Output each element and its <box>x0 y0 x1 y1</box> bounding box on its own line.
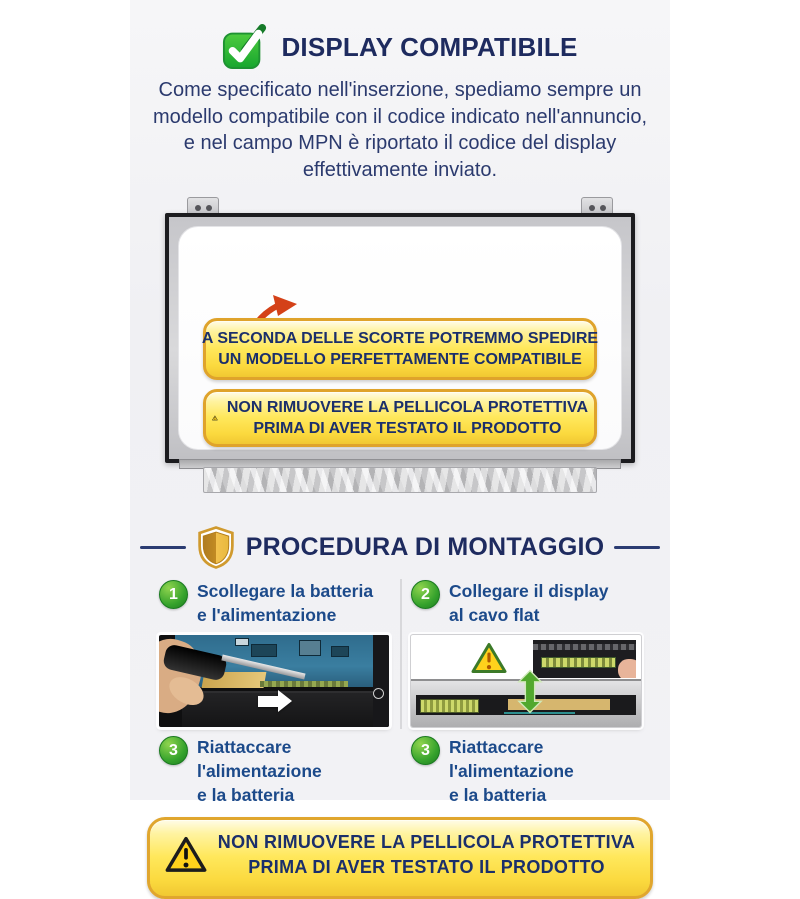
film-warning-line: NON RIMUOVERE LA PELLICOLA PROTETTIVA <box>226 399 588 416</box>
intro-line: effettivamente inviato. <box>302 158 498 181</box>
stock-notice-line: A SECONDA DELLE SCORTE POTREMMO SPEDIRE <box>201 330 599 347</box>
stock-notice-line: UN MODELLO PERFETTAMENTE COMPATIBILE <box>218 351 582 368</box>
step-3-badge: 3 <box>411 736 440 765</box>
warning-triangle-icon <box>471 642 507 675</box>
divider-line <box>614 546 660 549</box>
listing-infographic <box>130 0 670 877</box>
panel-foil-strip <box>203 467 597 493</box>
stock-notice-label <box>203 318 597 380</box>
procedure-steps <box>159 579 641 807</box>
intro-paragraph <box>130 77 670 183</box>
motherboard-photo <box>159 635 389 727</box>
step-2 <box>411 579 641 627</box>
step-1-badge: 1 <box>159 580 188 609</box>
header <box>130 24 670 70</box>
footer-warning-line: NON RIMUOVERE LA PELLICOLA PROTETTIVA <box>217 832 636 852</box>
footer-warning-banner <box>147 817 653 899</box>
step-2-label: al cavo flat <box>449 605 540 625</box>
step-3-label: e la batteria <box>197 785 295 805</box>
check-icon <box>222 24 268 70</box>
step-3-badge: 3 <box>159 736 188 765</box>
lcd-panel-figure <box>165 213 635 491</box>
step-1-label: e l'alimentazione <box>197 605 337 625</box>
step-2-badge: 2 <box>411 580 440 609</box>
step-3-left <box>159 735 389 807</box>
divider-line <box>140 546 186 549</box>
warning-triangle-icon <box>165 836 207 874</box>
step-1-label: Scollegare la batteria <box>197 581 374 601</box>
step-3-label: Riattaccare l'alimentazione <box>449 737 574 781</box>
lcd-panel <box>165 213 635 463</box>
step-2-label: Collegare il display <box>449 581 609 601</box>
film-warning-line: PRIMA DI AVER TESTATO IL PRODOTTO <box>253 420 562 437</box>
right-arrow-icon <box>258 690 292 712</box>
procedure-title: PROCEDURA DI MONTAGGIO <box>245 532 605 561</box>
connector-closeup <box>533 640 637 679</box>
shield-icon <box>196 525 236 570</box>
step-3-right <box>411 735 641 807</box>
flat-cable-photo <box>411 635 641 727</box>
footer-warning-line: PRIMA DI AVER TESTATO IL PRODOTTO <box>248 857 605 877</box>
up-down-arrow-icon <box>517 668 543 716</box>
step-3-label: Riattaccare l'alimentazione <box>197 737 322 781</box>
protective-film-label <box>203 389 597 447</box>
connector-strip <box>260 681 347 687</box>
procedure-header <box>130 525 670 569</box>
warning-triangle-icon <box>212 403 218 433</box>
page-title: DISPLAY COMPATIBILE <box>281 31 578 62</box>
intro-line: e nel campo MPN è riportato il codice del display <box>183 132 617 154</box>
intro-line: modello compatibile con il codice indicato nell'annuncio, <box>152 105 648 128</box>
intro-line: Come specificato nell'inserzione, spediamo sempre un <box>158 79 642 101</box>
step-1 <box>159 579 389 627</box>
step-3-label: e la batteria <box>449 785 547 805</box>
